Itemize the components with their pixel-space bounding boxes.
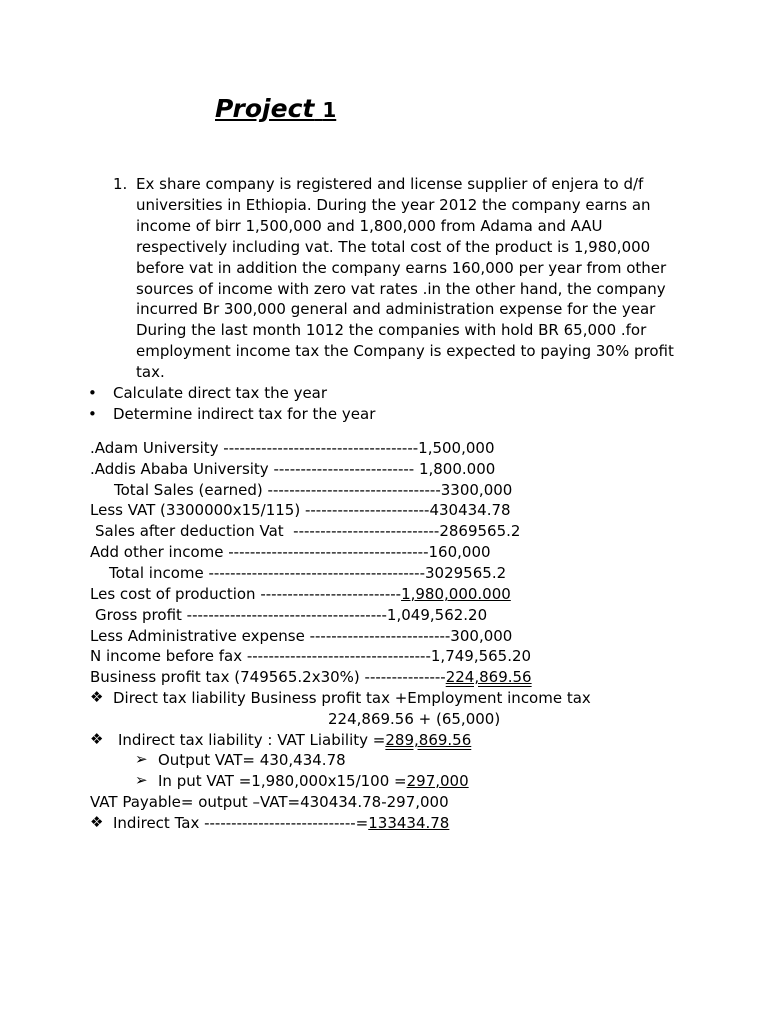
calc-line: .Addis Ababa University -------------------------- 1,800.000	[90, 460, 496, 478]
problem-statement	[113, 174, 683, 383]
bullet-icon: •	[88, 405, 97, 423]
calc-line	[90, 584, 511, 604]
page-title	[215, 94, 336, 123]
calc-line: Output VAT= 430,434.78	[158, 751, 346, 769]
calc-line	[158, 771, 469, 791]
calc-line	[90, 667, 532, 687]
calc-value: 224,869.56	[445, 668, 532, 686]
calc-line: Add other income -------------------------------------160,000	[90, 543, 491, 561]
task-bullet: Determine indirect tax for the year	[113, 405, 376, 423]
calc-line: Less Administrative expense --------------------------300,000	[90, 627, 513, 645]
problem-number: 1.	[113, 175, 128, 193]
arrow-bullet-icon: ➢	[135, 750, 148, 768]
calc-line: 224,869.56 + (65,000)	[328, 710, 501, 728]
calc-value: 1,980,000.000	[401, 585, 511, 603]
title-word: Project	[215, 94, 315, 123]
calc-label: Indirect tax liability : VAT Liability =	[118, 731, 386, 749]
calc-label: In put VAT =1,980,000x15/100 =	[158, 772, 407, 790]
calc-value: 133434.78	[368, 814, 450, 832]
bullet-icon: •	[88, 384, 97, 402]
arrow-bullet-icon: ➢	[135, 771, 148, 789]
calc-line	[118, 730, 471, 750]
calc-line: .Adam University ------------------------------------1,500,000	[90, 439, 495, 457]
diamond-bullet-icon: ❖	[90, 688, 104, 706]
calc-line: Sales after deduction Vat ---------------------------2869565.2	[95, 522, 521, 540]
calc-line: VAT Payable= output –VAT=430434.78-297,000	[90, 793, 449, 811]
calc-label: Indirect Tax ----------------------------=	[113, 814, 369, 832]
calc-value: 297,000	[406, 772, 469, 790]
calc-line: Direct tax liability Business profit tax +Employment income tax	[113, 689, 591, 707]
calc-line	[113, 813, 449, 833]
calc-line: N income before fax ----------------------------------1,749,565.20	[90, 647, 532, 665]
calc-line: Total Sales (earned) --------------------------------3300,000	[114, 481, 513, 499]
calc-label: Les cost of production --------------------------	[90, 585, 402, 603]
calc-label: Business profit tax (749565.2x30%) ---------------	[90, 668, 446, 686]
task-bullet: Calculate direct tax the year	[113, 384, 328, 402]
calc-line: Total income ----------------------------------------3029565.2	[109, 564, 507, 582]
title-number: 1	[322, 98, 337, 122]
problem-text: Ex share company is registered and license supplier of enjera to d/f universities in Ethiopia. During the year 2012 the company earns an income of birr 1,500,000 and 1,800,000 from Adama and AAU respectively including vat. The total cost of the product is 1,980,000 before vat in addition the company earns 160,000 per year from other sources of income with zero vat rates .in the other hand, the company incurred Br 300,000 general and administration expense for the year During the last month 1012 the companies with hold BR 65,000 .for employment income tax the Company is expected to paying 30% profit tax.	[136, 175, 674, 382]
diamond-bullet-icon: ❖	[90, 813, 104, 831]
diamond-bullet-icon: ❖	[90, 730, 104, 748]
calc-line: Less VAT (3300000x15/115) -----------------------430434.78	[90, 501, 511, 519]
calc-line: Gross profit -------------------------------------1,049,562.20	[95, 606, 488, 624]
calc-value: 289,869.56	[385, 731, 472, 749]
